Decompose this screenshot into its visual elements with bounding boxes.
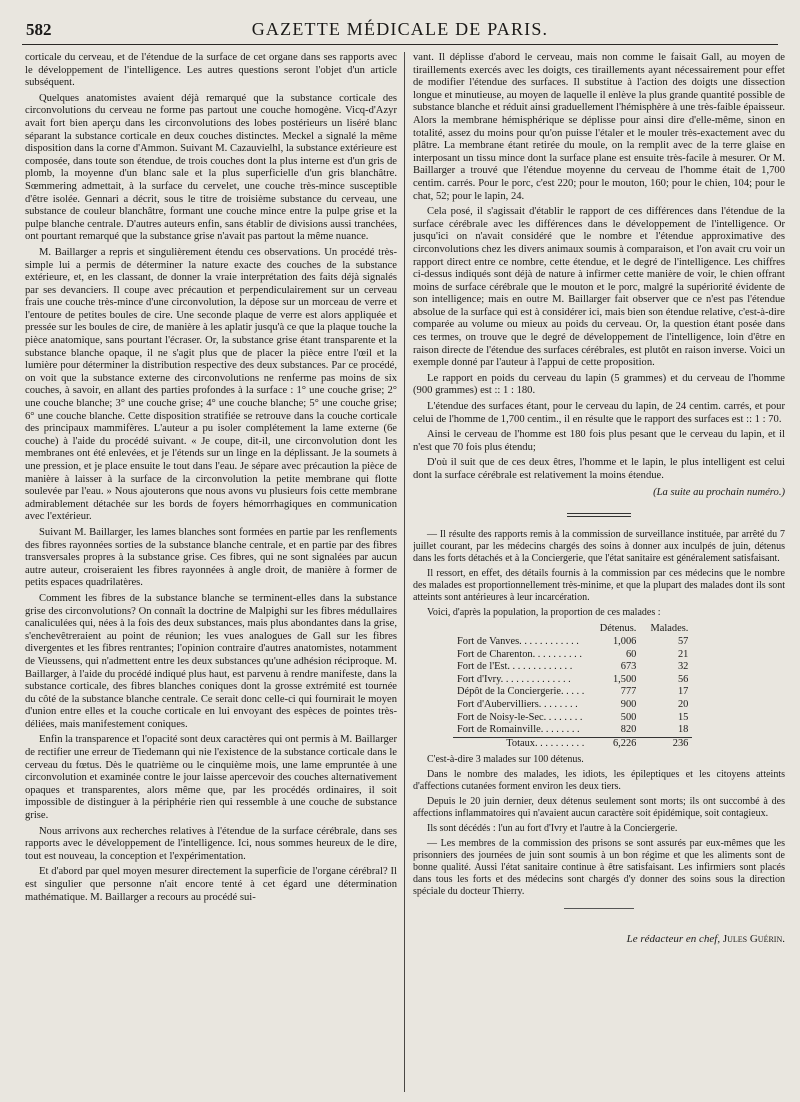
detenus-cell: 1,500 bbox=[612, 673, 637, 685]
table-row bbox=[453, 699, 692, 712]
paragraph: Ils sont décédés : l'un au fort d'Ivry et l'autre à la Conciergerie. bbox=[427, 823, 678, 835]
total-malades: 236 bbox=[672, 737, 689, 749]
paragraph: Et d'abord par quel moyen mesurer directement la superficie de l'organe cérébral? Il est singulier que personne n'ait encore tenté à cet égard une détermination mathématique. M. Baillarger a recours au procédé sui- bbox=[25, 866, 397, 903]
editor-signature bbox=[413, 933, 785, 946]
paragraph: M. Baillarger a repris et singulièrement étendu ces observations. Un procédé très-simple lui a permis de déterminer la nature exacte des couches de la substance extérieure, et, en les classant, de donner la vraie interprétation des faits déjà signalés par ses devanciers. Il coupe avec précaution et perpendiculairement sur un cerveau frais une couche très-mince d'une circonvolution, la dépose sur un morceau de verre et l'entoure de petites boules de cire. Une seconde plaque de verre est alors appliquée et pressée sur les boules de cire, de manière à les aplatir jusqu'à ce que la plaque touche la pièce anatomique, sans pourtant l'écraser. Or, la substance grise étant transparente et la substance blanche opaque, il ne s'agit plus que de placer la pièce entre l'œil et la lumière pour déterminer la distribution respective des deux substances. Par ce procédé, on voit que la substance externe des circonvolutions ne renferme pas moins de six couches, à savoir, en allant des parties profondes à la surface : 1° une couche grise; 2° une couche blanche; 3° une couche grise; 4° une couche blanche; 5° une couche grise; 6° une couche blanche. Cette disposition stratifiée se retrouve dans la couche corticale des principaux mammifères. L'auteur a pu isoler complétement la lame externe (6e couche) à l'aide du procédé suivant. « Je coupe, dit-il, une circonvolution dont les membranes ont été enlevées, et je l'étends sur un linge en la déplissant. Je la soumets à une pression, et je place ensuite le tout dans l'eau. Je sépare avec précaution la pièce de manière à laisser à la surface de la circonvolution la petite membrane qui flotte soulevée par l'eau. » Nous ajouterons que nous avons vu plusieurs fois cette membrane admirablement détachée sur les bords de foyers hémorrhagiques en communication avec l'extérieur. bbox=[25, 246, 397, 523]
table-row bbox=[453, 648, 692, 661]
paragraph: Dans le nombre des malades, les idiots, les épileptiques et les citoyens atteints d'affections cutanées forment environ les deux tiers. bbox=[413, 769, 785, 793]
news-section bbox=[413, 529, 785, 898]
paragraph: Suivant M. Baillarger, les lames blanches sont formées en partie par les renflements des fibres rayonnées sorties de la substance blanche centrale, et en partie par des fibres transversales propres à la substance grise. Ces fibres, qui ne sont signalées par aucun autre auteur, croiseraient les fibres rayonnées à angle droit, de manière à former de petits espaces quadrilatères. bbox=[25, 526, 397, 589]
detenus-cell: 500 bbox=[620, 711, 637, 723]
paragraph: D'où il suit que de ces deux êtres, l'homme et le lapin, le plus intelligent est celui dont la surface cérébrale est relativement la moins étendue. bbox=[413, 457, 785, 481]
column-header: Malades. bbox=[650, 623, 689, 635]
paragraph: Comment les fibres de la substance blanche se terminent-elles dans la substance grise des circonvolutions? On connaît la doctrine de Malpighi sur les fibres médullaires canaliculées qui, nées à la fois des deux substances, mais plus abondantes dans la grise, s'enchevêtreraient au point de réunion; les vues analogues de Gall sur les fibres divergentes et les fibres rentrantes; l'opinion contraire d'autres anatomistes, notamment de Vieussens, qui n'admettent entre les deux substances qu'une adhésion réciproque. M. Baillarger, à l'aide du procédé indiqué plus haut, est parvenu à rendre manifeste, dans la substance corticale, des fibres blanches coniques dont la grosse extrémité est tournée du côté de la substance blanche centrale. Ce serait donc celle-ci qui fournirait le moyen d'union entre elles et la couche corticale en lui envoyant des espèces de pointes très-déliées, mais manifestement coniques. bbox=[25, 592, 397, 730]
paragraph: vant. Il déplisse d'abord le cerveau, mais non comme le faisait Gall, au moyen de tiraillements exercés avec les doigts, ces tiraillements ayant nécessairement pour effet de modifier l'étendue des surfaces. Il substitue à l'action des doigts une dissection longue et minutieuse, au moyen de laquelle il enlève la plus grande quantité possible de substance blanche et réduit ainsi graduellement l'hémisphère à une très-faible épaisseur. Alors la membrane hémisphérique se déplisse pour ainsi dire d'elle-même, sinon en totalité, assez du moins pour qu'on puisse l'étaler et le mouler très-exactement avec du plâtre. La membrane étant retirée du moule, on la remplit avec de la terre glaise en interposant un tissu mince dont la surface plane est ensuite très-facile à mesurer. Or M. Baillarger a trouvé que l'étendue moyenne du cerveau de l'homme était de 1,700 centim. carrés. Pour le porc, c'est 220; pour le mouton, 160; pour le chien, 104; pour le chat, 52; pour le lapin, 24. bbox=[413, 52, 785, 202]
paragraph: C'est-à-dire 3 malades sur 100 détenus. bbox=[427, 754, 584, 766]
detenus-cell: 1,006 bbox=[612, 636, 637, 648]
table-row bbox=[453, 661, 692, 674]
place-cell: Fort de Vanves. . . . . . . . . . . . bbox=[457, 636, 579, 648]
paragraph: Quelques anatomistes avaient déjà remarqué que la substance corticale des circonvolutions du cerveau ne forme pas partout une couche homogène. Vicq-d'Azyr avait fort bien aperçu dans les circonvolutions des lobes postérieurs un liséré blanc séparant la substance corticale en deux couches distinctes. Meckel a signalé la même disposition dans la corne d'Ammon. Suivant M. Cazauvielhl, la substance extérieure est composée, dans toute son étendue, de trois couches dont la plus interne est d'un gris de plomb, la moyenne d'un blanc sale et la plus superficielle d'un gris blanchâtre. Sœmmering admettait, à la surface du cervelet, une couche très-mince susceptible d'être isolée. Gennari a décrit, sous le titre de troisième substance du cerveau, une substance de couleur blanchâtre, formant une couche mince entre la pulpe grise et la pulpe blanche centrale. D'autres auteurs enfin, sans établir de divisions aussi tranchées, ont pourtant remarqué que la substance grise n'avait pas partout la même nuance. bbox=[25, 92, 397, 243]
signature-name: Jules Guérin. bbox=[722, 933, 785, 946]
place-cell: Fort de Romainville. . . . . . . . bbox=[457, 724, 580, 736]
malades-cell: 21 bbox=[677, 648, 689, 660]
paragraph: Cela posé, il s'agissait d'établir le rapport de ces différences dans l'étendue de la surface cérébrale avec les différences dans le développement de l'intelligence. Or jusqu'ici on n'avait considéré que le nombre et l'étendue approximative des circonvolutions chez les divers animaux soumis à comparaison, et l'on avait cru voir un rapport direct entre ce nombre, cette étendue, et le degré de l'intelligence. Les chiffres ci-dessus indiqués sont déjà de nature à infirmer cette manière de voir, le chien offrant moins de surface cérébrale que le mouton et le porc, malgré la supériorité évidente de son intelligence; mais en outre M. Baillarger fait observer que ce n'est pas l'étendue absolue de la surface qui est à considérer ici, mais bien son étendue relative, c'est-à-dire comparée au volume ou mieux au poids du cerveau. Or, la question étant posée dans ces termes, on trouve que le degré de développement de l'intelligence, loin d'être en raison directe de l'étendue des surfaces cérébrales, est plutôt en raison inverse. Voici un exemple donné par l'auteur à l'appui de cette proposition. bbox=[413, 206, 785, 369]
place-cell: Fort d'Aubervilliers. . . . . . . . bbox=[457, 699, 578, 711]
page-number: 582 bbox=[26, 20, 52, 39]
place-cell: Fort d'Ivry. . . . . . . . . . . . . . bbox=[457, 673, 571, 685]
malades-cell: 57 bbox=[677, 636, 689, 648]
detenus-cell: 60 bbox=[625, 648, 637, 660]
paragraph: Nous arrivons aux recherches relatives à l'étendue de la surface cérébrale, dans ses rapports avec le développement de l'intelligence. Ici, nous sommes heureux de le dire, tout est nouveau, la conception et l'expérimentation. bbox=[25, 825, 397, 862]
signature-prefix: Le rédacteur en chef, bbox=[626, 933, 721, 946]
column-divider bbox=[404, 52, 405, 1092]
paragraph: Le rapport en poids du cerveau du lapin (5 grammes) et du cerveau de l'homme (900 grammes) est :: 1 : 180. bbox=[413, 372, 785, 397]
detenus-cell: 777 bbox=[620, 686, 637, 698]
table-header-row bbox=[453, 623, 692, 636]
place-cell: Fort de l'Est. . . . . . . . . . . . . bbox=[457, 661, 573, 673]
paragraph: Depuis le 20 juin dernier, deux détenus seulement sont morts; ils ont succombé à des affections inflammatoires qui n'avaient aucun caractère soit épidémique, soit contagieux. bbox=[413, 796, 785, 820]
table-row bbox=[453, 636, 692, 649]
malades-cell: 17 bbox=[677, 686, 689, 698]
place-cell: Dépôt de la Conciergerie. . . . . bbox=[457, 686, 585, 698]
detenus-cell: 673 bbox=[620, 661, 637, 673]
table-row bbox=[453, 686, 692, 699]
column-header: Détenus. bbox=[599, 623, 637, 635]
journal-title: GAZETTE MÉDICALE DE PARIS. bbox=[251, 19, 549, 39]
section-separator bbox=[564, 908, 634, 909]
place-cell: Fort de Charenton. . . . . . . . . . bbox=[457, 648, 582, 660]
section-separator bbox=[567, 513, 631, 517]
malades-cell: 20 bbox=[677, 699, 689, 711]
right-column bbox=[413, 52, 785, 1092]
detenus-cell: 900 bbox=[620, 699, 637, 711]
paragraph: — Il résulte des rapports remis à la commission de surveillance instituée, par arrêté du 7 juillet courant, par les médecins chargés des soins à donner aux inculpés de juin, détenus dans les forts détachés et à la Conciergerie, que l'état sanitaire est généralement satisfaisant. bbox=[413, 529, 785, 565]
paragraph: Enfin la transparence et l'opacité sont deux caractères qui ont permis à M. Baillarger de rectifier une erreur de Tiedemann qui nie l'existence de la substance corticale dans le cerveau du fœtus. Dès le quatrième ou le cinquième mois, une lame empruntée à une circonvolution et examinée contre le jour laisse apercevoir des couches alternativement opaques et transparentes, alors même que, par les procédés ordinaires, il soit impossible de distinguer à la périphérie rien qui ressemble à une couche de substance grise. bbox=[25, 734, 397, 822]
malades-cell: 32 bbox=[677, 661, 689, 673]
malades-cell: 18 bbox=[677, 724, 689, 736]
left-column bbox=[25, 52, 397, 1092]
paragraph: Ainsi le cerveau de l'homme est 180 fois plus pesant que le cerveau du lapin, et il n'est que 70 fois plus étendu; bbox=[413, 429, 785, 453]
malades-cell: 56 bbox=[677, 673, 689, 685]
malades-cell: 15 bbox=[677, 711, 689, 723]
table-total-row bbox=[453, 737, 692, 750]
detenus-cell: 820 bbox=[620, 724, 637, 736]
table-row bbox=[453, 711, 692, 724]
paragraph: Il ressort, en effet, des détails fournis à la commission par ces médecins que le nombre des malades est proportionnellement très-minime, et que la plupart des malades dont ils sont atteints sont antérieures à leur incarcération. bbox=[413, 568, 785, 604]
statistics-table bbox=[453, 623, 692, 750]
table-row bbox=[453, 674, 692, 687]
paragraph: — Les membres de la commission des prisons se sont assurés par eux-mêmes que les prisonniers des journées de juin sont soumis à un bon régime et que les aliments sont de bonne qualité. Aussi l'état sanitaire continue à être satisfaisant. Les infirmiers sont placés dans tous les forts et des médecins sont chargés d'y donner des soins sous la direction spéciale du docteur Thierry. bbox=[413, 838, 785, 898]
place-cell: Fort de Noisy-le-Sec. . . . . . . . bbox=[457, 711, 583, 723]
table-row bbox=[453, 724, 692, 737]
paragraph: L'étendue des surfaces étant, pour le cerveau du lapin, de 24 centim. carrés, et pour celui de l'homme de 1,700 centim., il en résulte que le rapport des surfaces est :: 1 : 70. bbox=[413, 401, 785, 425]
total-detenus: 6,226 bbox=[612, 737, 637, 749]
paragraph: corticale du cerveau, et de l'étendue de la surface de cet organe dans ses rapports avec le développement de l'intelligence. Les autres questions seront l'objet d'un article subséquent. bbox=[25, 52, 397, 89]
continuation-note: (La suite au prochain numéro.) bbox=[653, 486, 785, 498]
paragraph: Voici, d'après la population, la proportion de ces malades : bbox=[427, 607, 661, 619]
total-label: Totaux. . . . . . . . . . bbox=[506, 737, 585, 749]
page-header bbox=[22, 16, 778, 45]
